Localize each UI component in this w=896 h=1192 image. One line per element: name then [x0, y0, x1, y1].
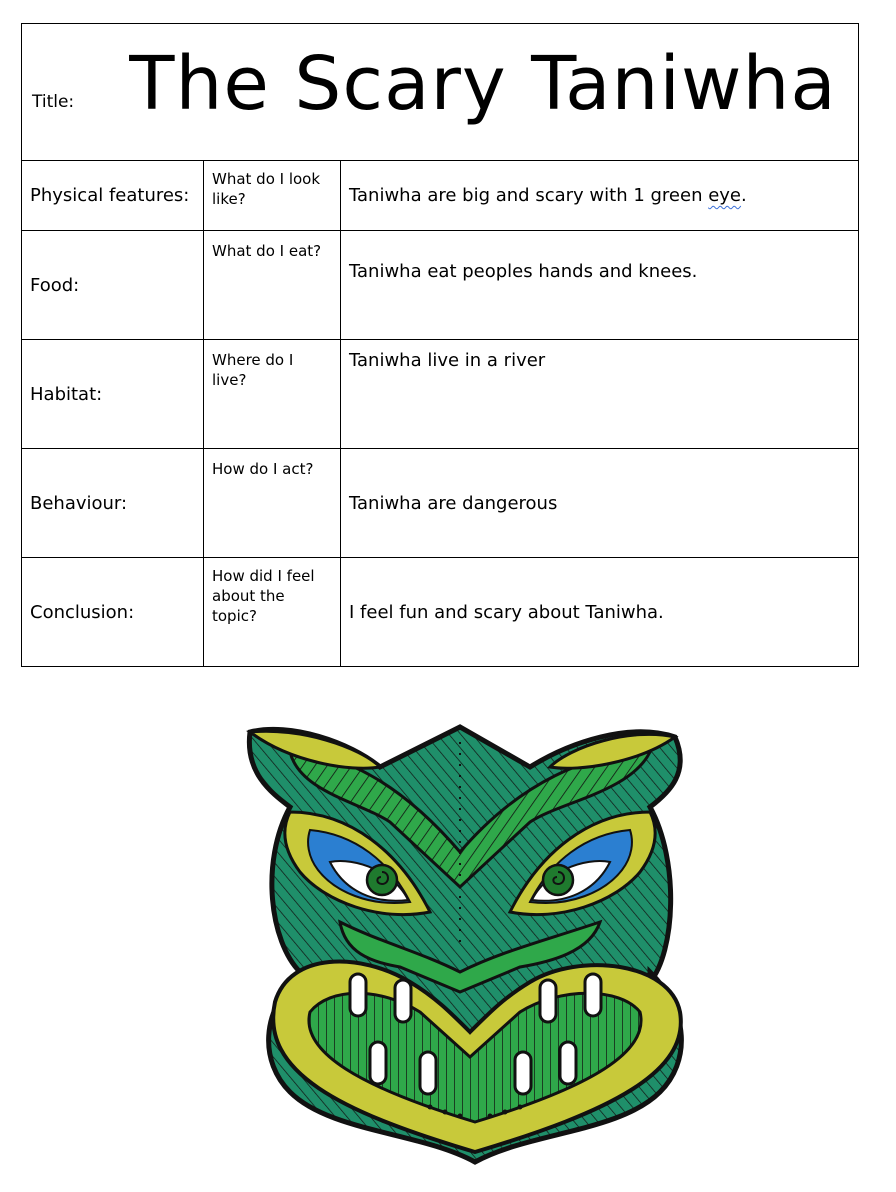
row-label: Physical features:: [22, 161, 204, 231]
title-cell: [22, 24, 859, 161]
row-question: Where do I live?: [204, 340, 341, 449]
spelling-flag: eye: [708, 185, 742, 206]
row-question: What do I eat?: [204, 231, 341, 340]
row-question: What do I look like?: [204, 161, 341, 231]
taniwha-mask-icon: [230, 712, 710, 1172]
table-row: [22, 161, 859, 231]
report-table: [21, 23, 859, 667]
row-answer: I feel fun and scary about Taniwha.: [341, 558, 859, 667]
report-sheet: [21, 23, 858, 667]
row-label: Habitat:: [22, 340, 204, 449]
title-label: Title:: [32, 92, 75, 112]
table-row: [22, 231, 859, 340]
table-row: [22, 449, 859, 558]
row-label: Conclusion:: [22, 558, 204, 667]
row-answer: Taniwha live in a river: [341, 340, 859, 449]
row-label: Food:: [22, 231, 204, 340]
row-label: Behaviour:: [22, 449, 204, 558]
table-row: [22, 340, 859, 449]
row-answer: Taniwha are big and scary with 1 green eye.: [341, 161, 859, 231]
title-row: [22, 24, 859, 161]
table-row: [22, 558, 859, 667]
row-answer: Taniwha eat peoples hands and knees.: [341, 231, 859, 340]
row-answer: Taniwha are dangerous: [341, 449, 859, 558]
page-title: The Scary Taniwha: [129, 41, 837, 127]
row-question: How do I act?: [204, 449, 341, 558]
row-question: How did I feel about the topic?: [204, 558, 341, 667]
